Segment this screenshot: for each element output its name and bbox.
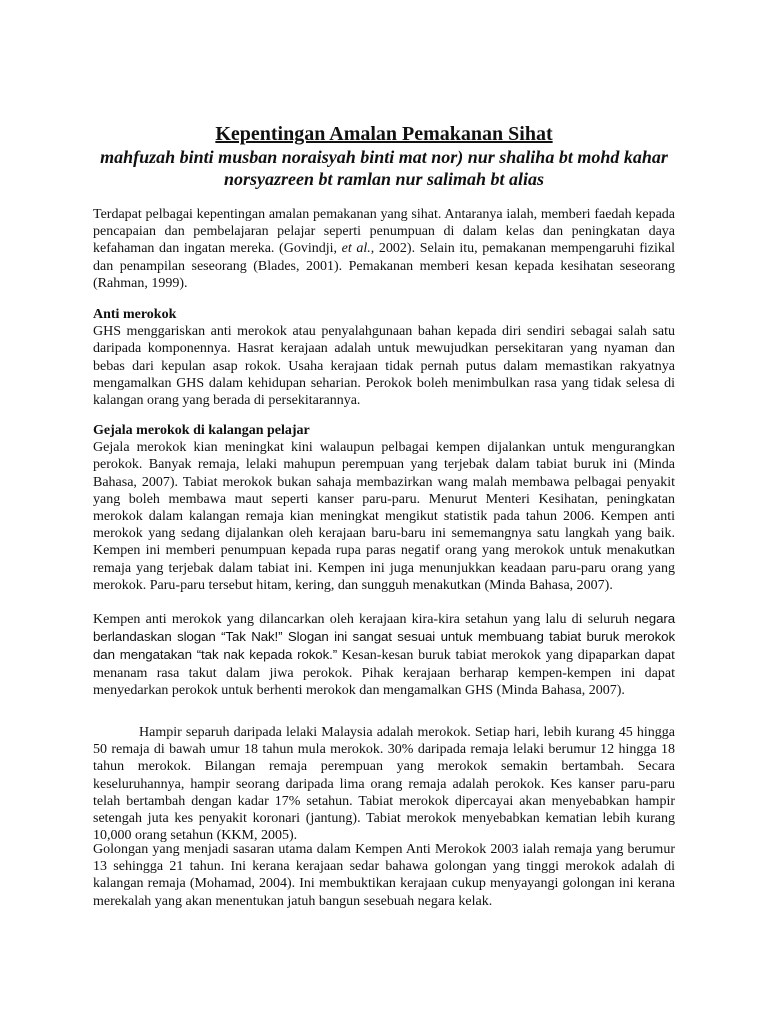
campaign-paragraph xyxy=(93,610,675,699)
campaign-text-start: Kempen anti merokok yang dilancarkan oleh kerajaan kira-kira setahun yang lalu di seluruh xyxy=(93,612,629,627)
section-gejala-merokok xyxy=(93,422,675,594)
intro-paragraph xyxy=(93,206,675,292)
statistics-paragraph: Hampir separuh daripada lelaki Malaysia adalah merokok. Setiap hari, lebih kurang 45 hingga 50 remaja di bawah umur 18 tahun mula merokok. 30% daripada remaja lelaki berumur 12 hingga 18 tahun merokok. Bilangan remaja perempuan yang merokok semakin bertambah. Secara keseluruhannya, hampir seorang daripada lima orang remaja adalah perokok. Kes kanser paru-paru telah bertambah dengan kadar 17% setahun. Tabiat merokok dipercayai akan menyebabkan hampir setengah juta kes penyakit koronari (jantung). Tabiat merokok menyebabkan kematian lebih kurang 10,000 orang setahun (KKM, 2005). xyxy=(93,725,675,844)
author-list: mahfuzah binti musban noraisyah binti mat nor) nur shaliha bt mohd kahar norsyazreen bt ramlan nur salimah bt alias xyxy=(100,147,668,189)
intro-text-start: Terdapat pelbagai kepentingan amalan pemakanan yang sihat. Antaranya ialah, memberi faedah kepada pencapaian dan pembelajaran pelajar seperti penumpuan di dalam kelas dan peningkatan daya kefahaman dan ingatan mereka. (Govindji, xyxy=(93,207,675,257)
target-group-paragraph: Golongan yang menjadi sasaran utama dalam Kempen Anti Merokok 2003 ialah remaja yang berumur 13 sehingga 21 tahun. Ini kerana kerajaan sedar bahawa golongan yang tinggi merokok adalah di kalangan remaja (Mohamad, 2004). Ini membuktikan kerajaan cukup menyayangi golongan ini kerana merekalah yang akan menentukan jatuh bangun sesebuah negara kelak. xyxy=(93,842,675,909)
section-paragraph: GHS menggariskan anti merokok atau penyalahgunaan bahan kepada diri sendiri sebagai salah satu daripada komponennya. Hasrat kerajaan adalah untuk mewujudkan persekitaran yang nyaman dan bebas dari kepulan asap rokok. Usaha kerajaan tidak pernah putus dalam memastikan rakyatnya mengamalkan GHS dalam kehidupan seharian. Perokok boleh menimbulkan rasa yang tidak selesa di kalangan orang yang berada di persekitarannya. xyxy=(93,324,675,409)
document-title: Kepentingan Amalan Pemakanan Sihat xyxy=(215,123,553,145)
section-anti-merokok xyxy=(93,306,675,409)
section-heading: Gejala merokok di kalangan pelajar xyxy=(93,423,310,438)
section-paragraph: Gejala merokok kian meningkat kini walaupun pelbagai kempen dijalankan untuk mengurangkan perokok. Banyak remaja, lelaki mahupun perempuan yang terjebak dalam tabiat buruk ini (Minda Bahasa, 2007). Tabiat merokok bukan sahaja membazirkan wang malah membawa pelbagai penyakit yang boleh membawa maut seperti kanser paru-paru. Menurut Menteri Kesihatan, peningkatan merokok dalam kalangan remaja kian meningkat mengikut statistik pada tahun 2006. Kempen anti merokok yang sedang dijalankan oleh kerajaan baru-baru ini sememangnya satu langkah yang baik. Kempen ini memberi penumpuan kepada rupa paras negatif orang yang merokok untuk menakutkan remaja yang terjebak dalam tabiat ini. Kempen ini juga menunjukkan keadaan paru-paru orang yang merokok. Paru-paru tersebut hitam, kering, dan sungguh menakutkan (Minda Bahasa, 2007). xyxy=(93,440,675,593)
campaign-slogan-text: negara berlandaskan slogan “Tak Nak!” Slogan ini sangat sesuai untuk membuang tabiat buruk merokok dan mengatakan “tak nak kepada rokok.” xyxy=(93,611,676,663)
intro-text-end: , 2002). Selain itu, pemakanan mempengaruhi fizikal dan penampilan seseorang (Blades, 2001). Pemakanan memberi kesan kepada kesihatan seseorang (Rahman, 1999). xyxy=(93,241,675,291)
campaign-text-end: Kesan-kesan buruk tabiat merokok yang dipaparkan dapat menanam rasa takut dalam jiwa perokok. Pihak kerajaan berharap kempen-kempen ini dapat menyedarkan perokok untuk berhenti merokok dan mengamalkan GHS (Minda Bahasa, 2007). xyxy=(93,648,675,698)
et-al-italic: et al. xyxy=(341,241,371,257)
section-heading: Anti merokok xyxy=(93,307,177,322)
